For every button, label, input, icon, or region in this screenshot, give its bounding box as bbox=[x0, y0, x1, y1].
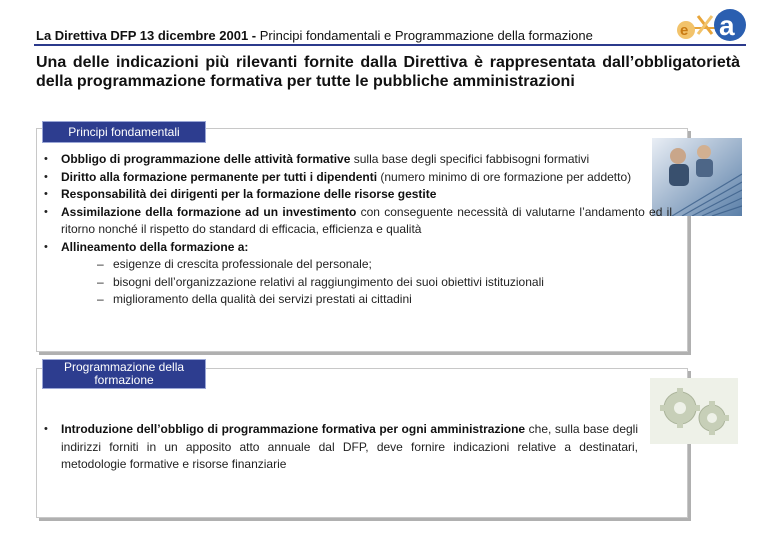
gears-photo-icon bbox=[650, 378, 738, 444]
section-programming-tag: Programmazione della formazione bbox=[42, 359, 206, 389]
list-item: • Obbligo di programmazione delle attività formative sulla base degli specifici fabbisogni formativi bbox=[38, 151, 672, 169]
list-item: • Responsabilità dei dirigenti per la formazione delle risorse gestite bbox=[38, 186, 672, 204]
principles-list bbox=[38, 151, 672, 309]
intro-statement: Una delle indicazioni più rilevanti fornite dalla Direttiva è rappresentata dall’obbligatorietà della programmazione formativa per tutte le pubbliche amministrazioni bbox=[36, 54, 740, 90]
header-divider bbox=[34, 44, 746, 46]
list-item: • Introduzione dell’obbligo di programmazione formativa per ogni amministrazione che, sulla base degli indirizzi forniti in un apposito atto annuale dal DFP, deve fornire indicazioni relative a destinatari, metodologie formative e risorse finanziarie bbox=[38, 421, 638, 474]
list-item: • Diritto alla formazione permanente per tutti i dipendenti (numero minimo di ore formazione per addetto) bbox=[38, 169, 672, 187]
list-item: • Allineamento della formazione a: – esigenze di crescita professionale del personale; – bisogni dell’organizzazione relativi al raggiungimento dei suoi obiettivi istituzionali – miglioramento della qualità dei servizi prestati ai cittadini bbox=[38, 239, 672, 309]
svg-text:a: a bbox=[719, 10, 735, 41]
sub-list-item: – esigenze di crescita professionale del personale; bbox=[61, 256, 672, 274]
ea-logo-icon bbox=[672, 6, 748, 44]
svg-text:e: e bbox=[680, 22, 689, 39]
list-item: • Assimilazione della formazione ad un investimento con conseguente necessità di valutarne l’andamento ed il ritorno nonché il rispetto do standard di efficacia, efficienza e qualità bbox=[38, 204, 672, 239]
page-header-title: La Direttiva DFP 13 dicembre 2001 - Principi fondamentali e Programmazione della formazione bbox=[36, 28, 593, 43]
sub-list-item: – bisogni dell’organizzazione relativi al raggiungimento dei suoi obiettivi istituzionali bbox=[61, 274, 672, 292]
alignment-sublist bbox=[61, 256, 672, 309]
sub-list-item: – miglioramento della qualità dei servizi prestati ai cittadini bbox=[61, 291, 672, 309]
programming-list bbox=[38, 421, 638, 474]
section-principles-tag: Principi fondamentali bbox=[42, 121, 206, 143]
